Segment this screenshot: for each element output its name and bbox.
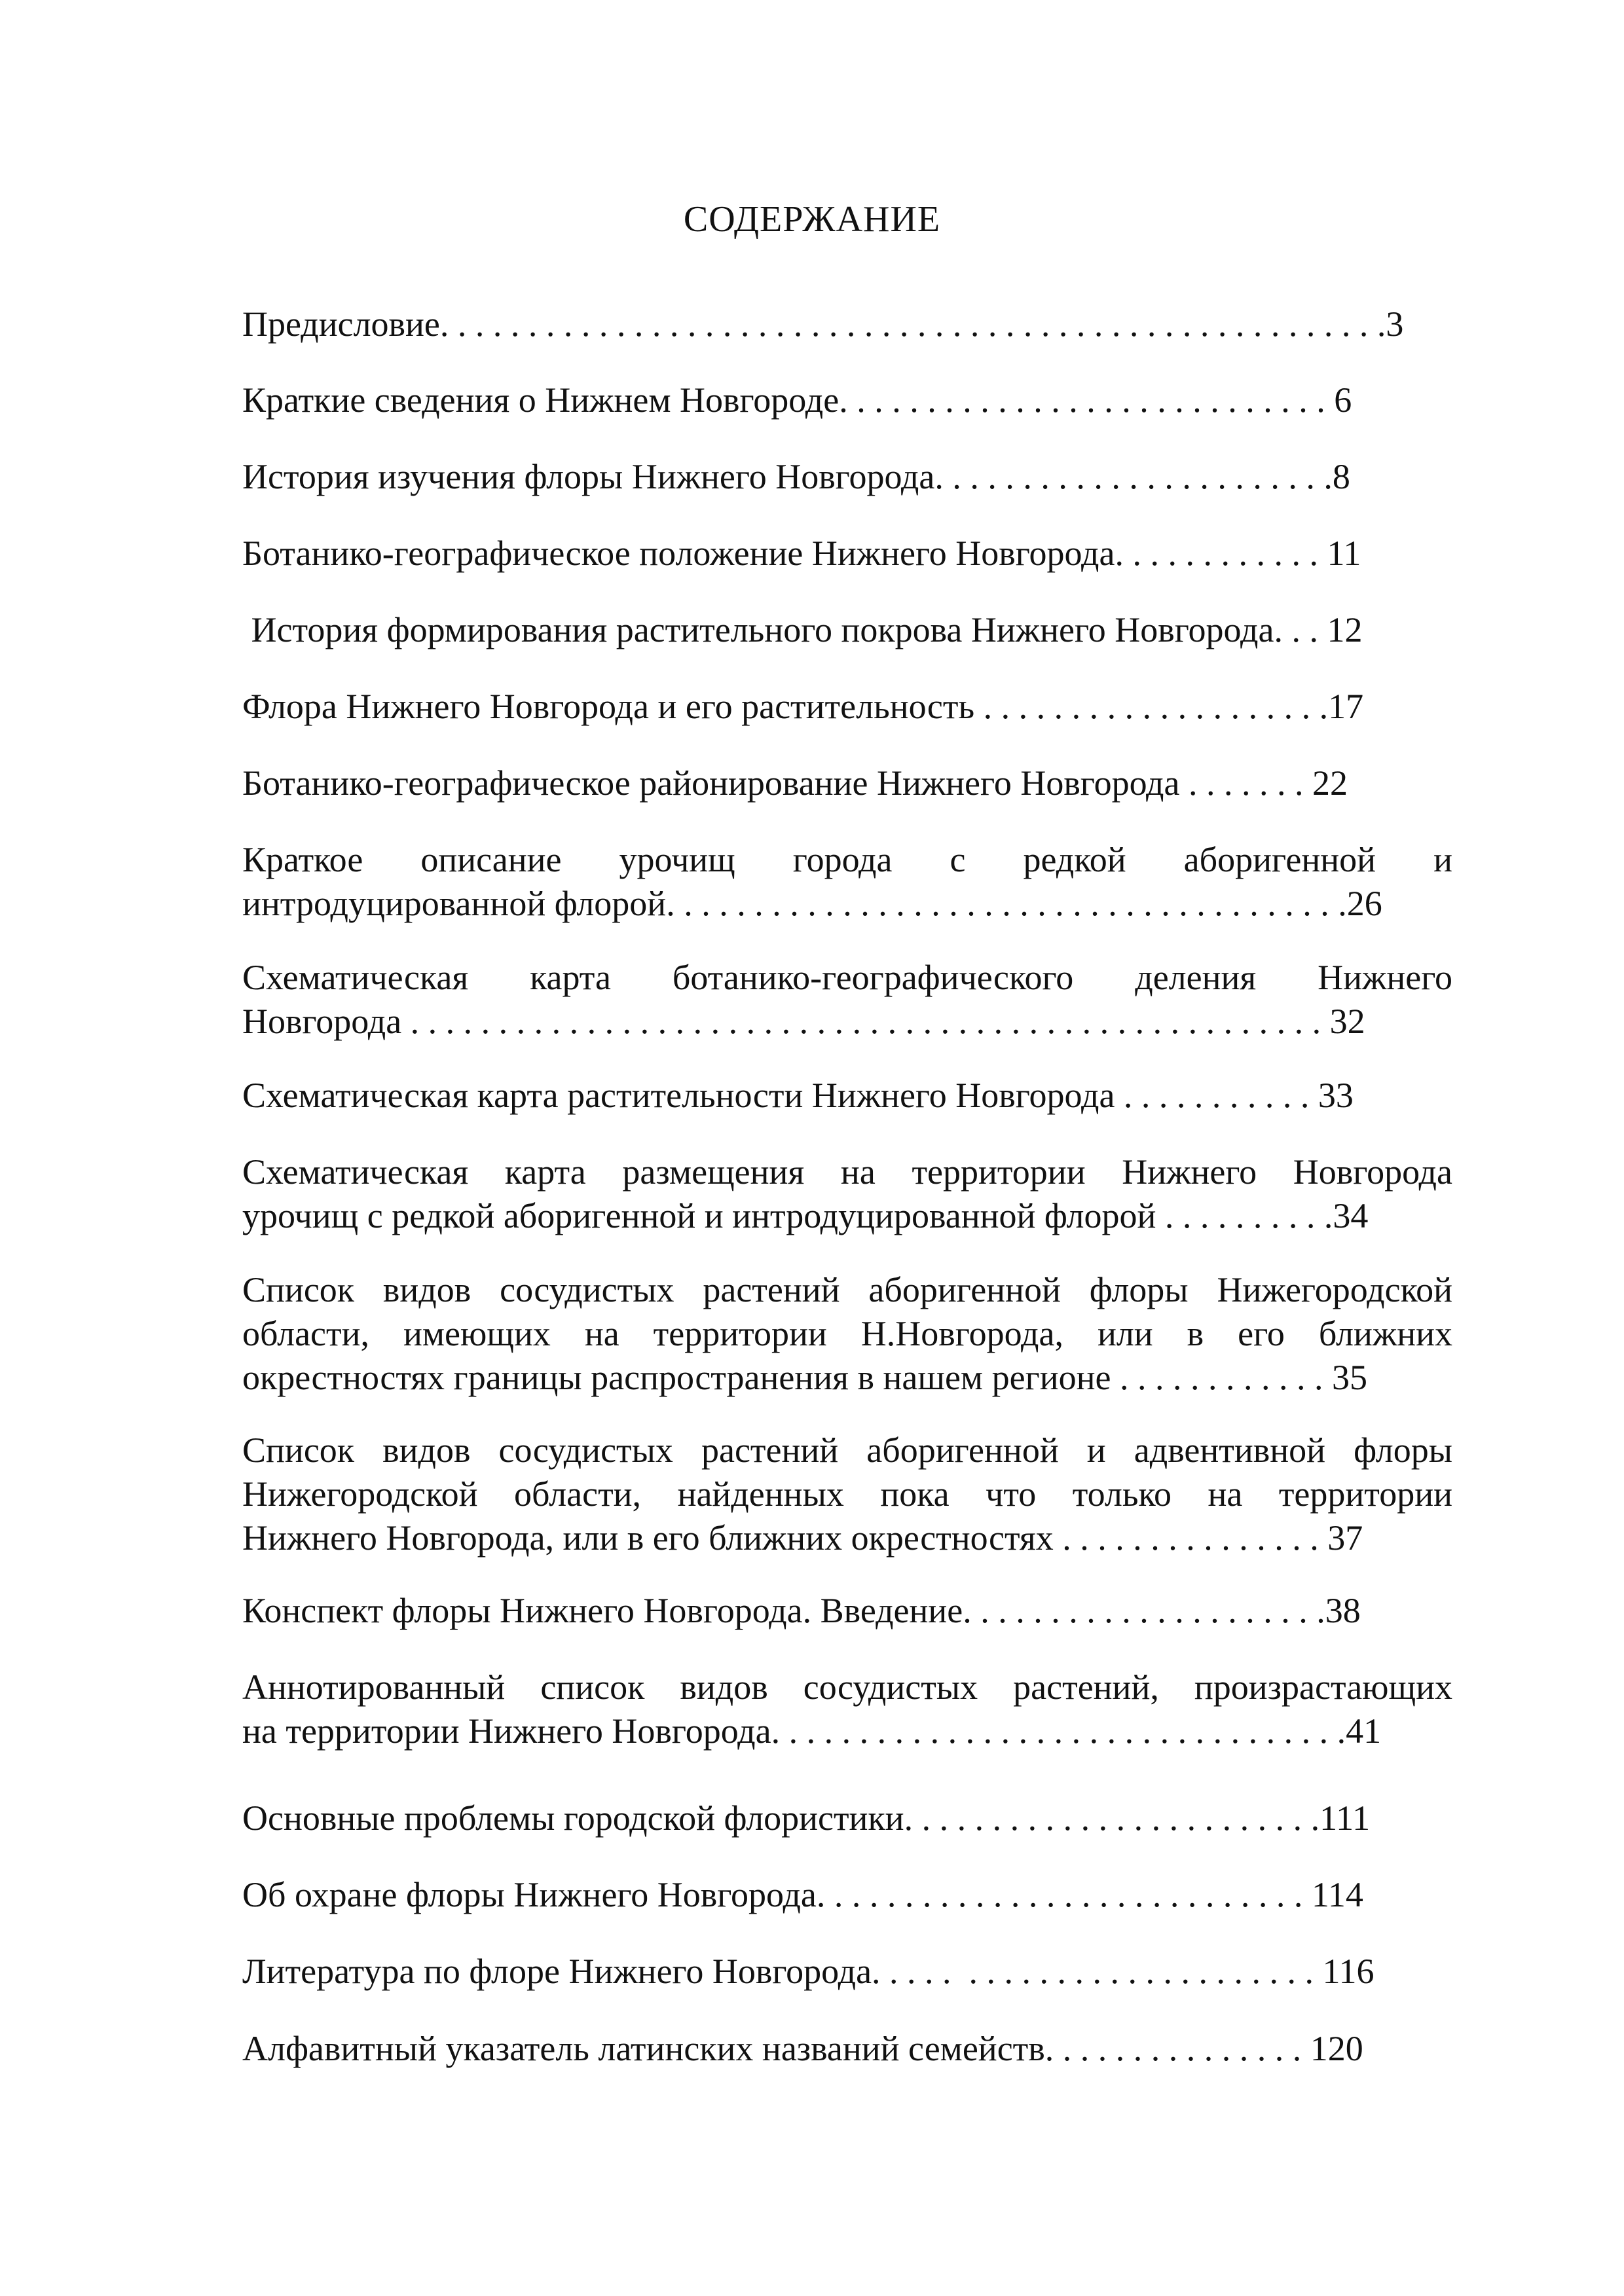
toc-entry-line: Об охране флоры Нижнего Новгорода. . . . . . . . . . . . . . . . . . . . . . . . . . . . 114 <box>242 1875 1363 1914</box>
toc-entry <box>242 1873 1452 1917</box>
toc-entry <box>242 302 1452 346</box>
toc-entry <box>242 956 1452 1044</box>
toc-entry <box>242 1666 1452 1753</box>
toc-entry-line: урочищ с редкой аборигенной и интродуцированной флорой . . . . . . . . . .34 <box>242 1196 1369 1235</box>
toc-entry <box>242 838 1452 926</box>
toc-entry-line: Аннотированный список видов сосудистых растений, произрастающих <box>242 1667 1452 1707</box>
toc-entry-line: Схематическая карта ботанико-географического деления Нижнего <box>242 958 1452 997</box>
toc-entry-line: Флора Нижнего Новгорода и его растительность . . . . . . . . . . . . . . . . . . . .17 <box>242 687 1364 726</box>
toc-entry <box>242 1150 1452 1238</box>
toc-entry <box>242 532 1452 575</box>
toc-entry-line: Нижнего Новгорода, или в его ближних окрестностях . . . . . . . . . . . . . . . 37 <box>242 1518 1363 1558</box>
toc-entry <box>242 1796 1452 1840</box>
toc-entry <box>242 685 1452 729</box>
toc-entry-line: интродуцированной флорой. . . . . . . . . . . . . . . . . . . . . . . . . . . . . . . . . . . . . . .26 <box>242 884 1382 923</box>
toc-entry-line: Схематическая карта растительности Нижнего Новгорода . . . . . . . . . . . 33 <box>242 1076 1354 1115</box>
toc-entry-line: Схематическая карта размещения на территории Нижнего Новгорода <box>242 1152 1452 1192</box>
toc-entry-line: Конспект флоры Нижнего Новгорода. Введение. . . . . . . . . . . . . . . . . . . . .38 <box>242 1591 1361 1630</box>
toc-entry-line: История формирования растительного покрова Нижнего Новгорода. . . 12 <box>242 610 1363 649</box>
toc-entry-line: Алфавитный указатель латинских названий семейств. . . . . . . . . . . . . . . 120 <box>242 2029 1363 2068</box>
toc-entry-line: История изучения флоры Нижнего Новгорода. . . . . . . . . . . . . . . . . . . . . . .8 <box>242 457 1350 496</box>
toc-entry <box>242 608 1452 652</box>
toc-entry-line: на территории Нижнего Новгорода. . . . . . . . . . . . . . . . . . . . . . . . . . . . . . . . .41 <box>242 1711 1382 1751</box>
toc-entry <box>242 1950 1452 1994</box>
toc-entry-line: окрестностях границы распространения в нашем регионе . . . . . . . . . . . . 35 <box>242 1358 1367 1397</box>
toc-entry-line: Ботанико-географическое районирование Нижнего Новгорода . . . . . . . 22 <box>242 763 1348 803</box>
toc-entry-line: Список видов сосудистых растений аборигенной флоры Нижегородской <box>242 1270 1452 1309</box>
toc-entry-line: области, имеющих на территории Н.Новгорода, или в его ближних <box>242 1314 1452 1353</box>
toc-entry <box>242 378 1452 422</box>
toc-entry <box>242 1429 1452 1560</box>
toc-entry-line: Краткие сведения о Нижнем Новгороде. . . . . . . . . . . . . . . . . . . . . . . . . . . . 6 <box>242 380 1352 420</box>
toc-entry <box>242 1268 1452 1400</box>
toc-entry-line: Нижегородской области, найденных пока что только на территории <box>242 1474 1452 1514</box>
toc-entry-line: Краткое описание урочищ города с редкой аборигенной и <box>242 840 1452 879</box>
toc-entry <box>242 2027 1452 2071</box>
toc-entry <box>242 455 1452 499</box>
page-title: СОДЕРЖАНИЕ <box>683 199 941 240</box>
toc-entry-line: Основные проблемы городской флористики. . . . . . . . . . . . . . . . . . . . . . . .111 <box>242 1798 1371 1838</box>
toc-entry <box>242 761 1452 805</box>
toc-entry-line: Предисловие. . . . . . . . . . . . . . . . . . . . . . . . . . . . . . . . . . . . . . . . . . . . . . . . . . . . . .3 <box>242 304 1404 344</box>
toc-entry <box>242 1589 1452 1633</box>
toc-entry-line: Новгорода . . . . . . . . . . . . . . . . . . . . . . . . . . . . . . . . . . . . . . . . . . . . . . . . . . . . 32 <box>242 1002 1365 1041</box>
toc-entry-line: Ботанико-географическое положение Нижнего Новгорода. . . . . . . . . . . . 11 <box>242 534 1361 573</box>
toc-entry-line: Литература по флоре Нижнего Новгорода. . . . . . . . . . . . . . . . . . . . . . . . . 116 <box>242 1952 1375 1991</box>
toc-entry <box>242 1074 1452 1118</box>
toc-entry-line: Список видов сосудистых растений аборигенной и адвентивной флоры <box>242 1430 1452 1470</box>
